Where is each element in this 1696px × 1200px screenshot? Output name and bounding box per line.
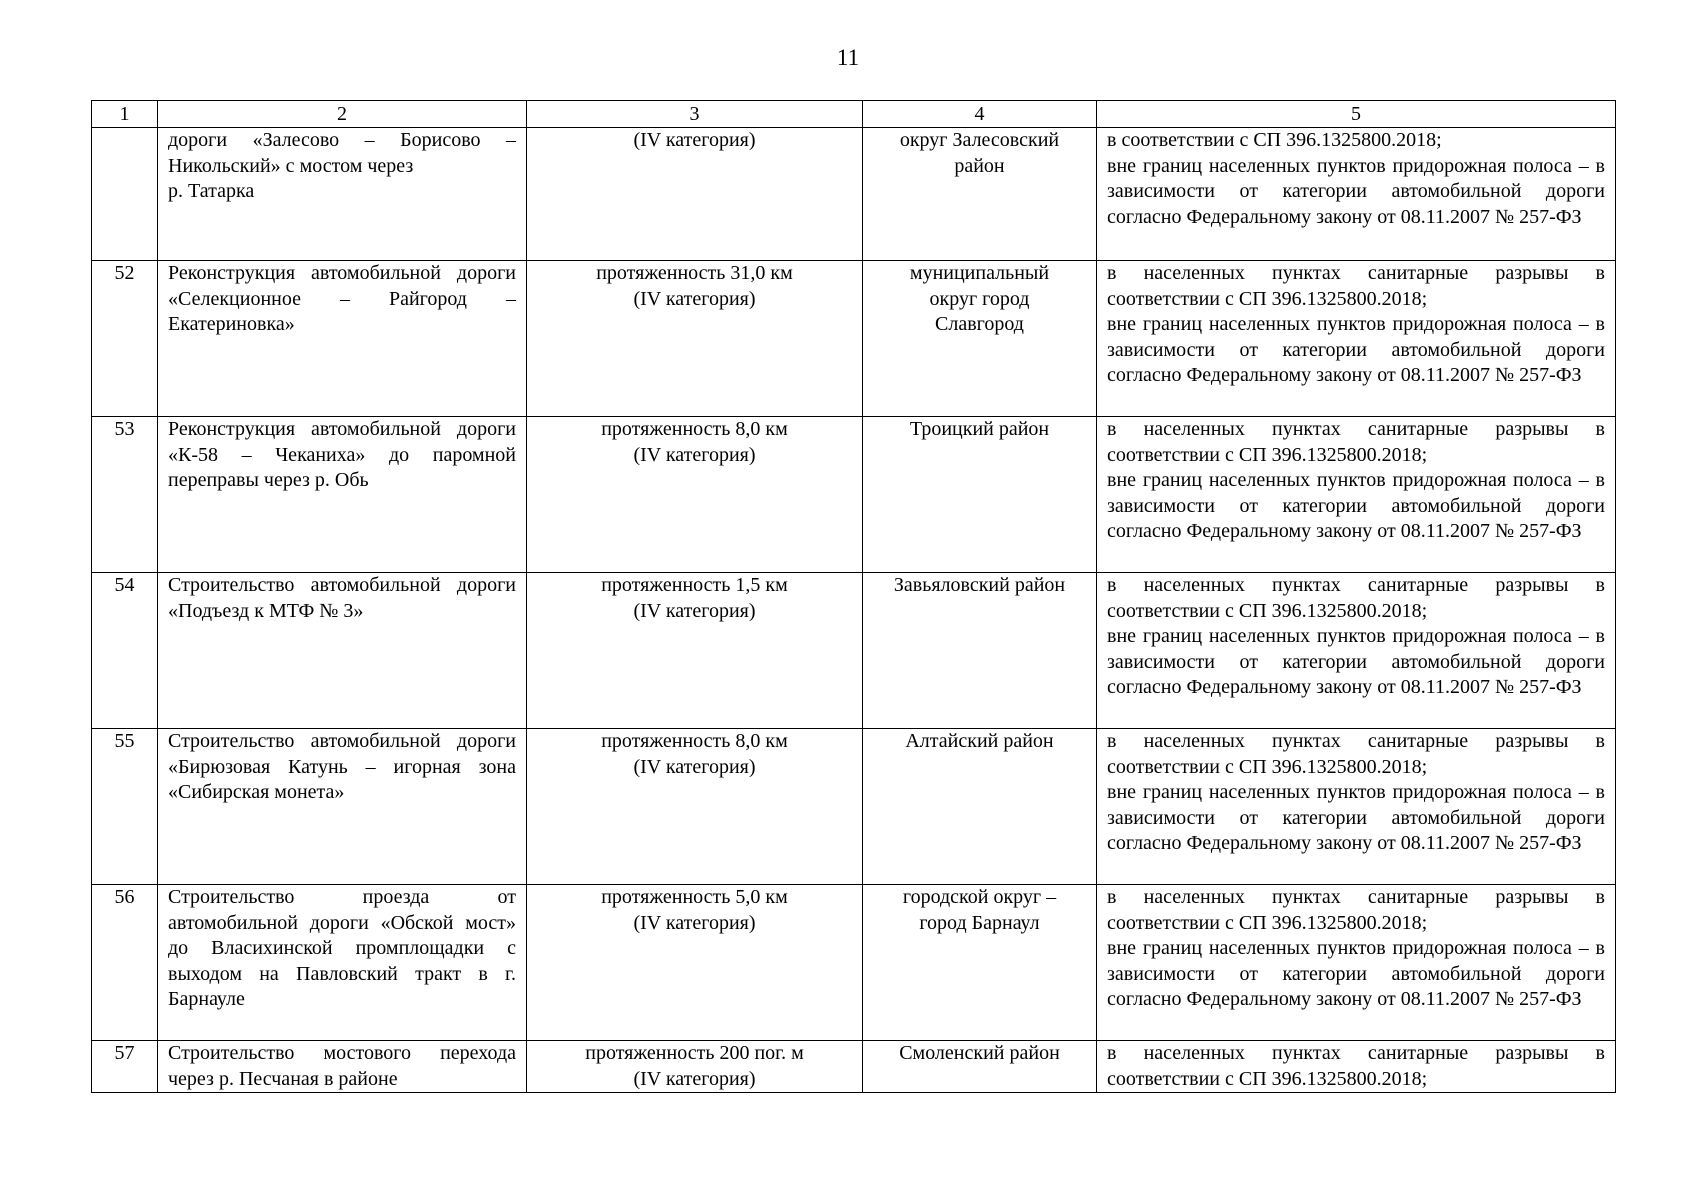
table-row [92, 261, 1616, 417]
object-location: муниципальный округ город Славгород [863, 261, 1097, 417]
object-location: Завьяловский район [863, 573, 1097, 729]
table-row [92, 417, 1616, 573]
table-row [92, 128, 1616, 261]
object-location: Алтайский район [863, 729, 1097, 885]
object-specs: (IV категория) [527, 128, 863, 261]
table-row [92, 885, 1616, 1041]
object-zones: в населенных пунктах санитарные разрывы в соответствии с СП 396.1325800.2018; вне границ населенных пунктов придорожная полоса – в зависимости от категории автомобильной дороги согласно Федеральному закону от 08.11.2007 № 257-ФЗ [1097, 729, 1616, 885]
object-specs: протяженность 31,0 км (IV категория) [527, 261, 863, 417]
row-number: 57 [92, 1041, 158, 1093]
object-specs: протяженность 5,0 км (IV категория) [527, 885, 863, 1041]
column-header-3: 3 [527, 101, 863, 128]
object-name: Реконструкция автомобильной дороги «Селекционное – Райгород – Екатериновка» [158, 261, 527, 417]
object-zones: в населенных пунктах санитарные разрывы в соответствии с СП 396.1325800.2018; вне границ населенных пунктов придорожная полоса – в зависимости от категории автомобильной дороги согласно Федеральному закону от 08.11.2007 № 257-ФЗ [1097, 885, 1616, 1041]
object-name: Строительство проезда от автомобильной дороги «Обской мост» до Власихинской промплощадки с выходом на Павловский тракт в г. Барнауле [158, 885, 527, 1041]
object-specs: протяженность 8,0 км (IV категория) [527, 417, 863, 573]
table-row [92, 729, 1616, 885]
object-name: Реконструкция автомобильной дороги «К-58 – Чеканиха» до паромной переправы через р. Обь [158, 417, 527, 573]
row-number [92, 128, 158, 261]
row-number: 53 [92, 417, 158, 573]
table-row [92, 573, 1616, 729]
object-location: Троицкий район [863, 417, 1097, 573]
column-header-4: 4 [863, 101, 1097, 128]
table-header-row [92, 101, 1616, 128]
page-number: 11 [836, 45, 860, 70]
object-name: Строительство автомобильной дороги «Подъезд к МТФ № 3» [158, 573, 527, 729]
object-zones: в населенных пунктах санитарные разрывы в соответствии с СП 396.1325800.2018; [1097, 1041, 1616, 1093]
object-specs: протяженность 8,0 км (IV категория) [527, 729, 863, 885]
object-name: Строительство автомобильной дороги «Бирюзовая Катунь – игорная зона «Сибирская монета» [158, 729, 527, 885]
row-number: 52 [92, 261, 158, 417]
table-row [92, 1041, 1616, 1093]
object-specs: протяженность 1,5 км (IV категория) [527, 573, 863, 729]
objects-table [91, 100, 1616, 1093]
object-zones: в населенных пунктах санитарные разрывы в соответствии с СП 396.1325800.2018; вне границ населенных пунктов придорожная полоса – в зависимости от категории автомобильной дороги согласно Федеральному закону от 08.11.2007 № 257-ФЗ [1097, 573, 1616, 729]
row-number: 55 [92, 729, 158, 885]
object-name: дороги «Залесово – Борисово – Никольский» с мостом через р. Татарка [158, 128, 527, 261]
object-specs: протяженность 200 пог. м (IV категория) [527, 1041, 863, 1093]
object-zones: в населенных пунктах санитарные разрывы в соответствии с СП 396.1325800.2018; вне границ населенных пунктов придорожная полоса – в зависимости от категории автомобильной дороги согласно Федеральному закону от 08.11.2007 № 257-ФЗ [1097, 261, 1616, 417]
object-zones: в соответствии с СП 396.1325800.2018; вне границ населенных пунктов придорожная полоса – в зависимости от категории автомобильной дороги согласно Федеральному закону от 08.11.2007 № 257-ФЗ [1097, 128, 1616, 261]
object-location: городской округ – город Барнаул [863, 885, 1097, 1041]
row-number: 54 [92, 573, 158, 729]
object-name: Строительство мостового перехода через р. Песчаная в районе [158, 1041, 527, 1093]
object-location: Смоленский район [863, 1041, 1097, 1093]
object-location: округ Залесовский район [863, 128, 1097, 261]
row-number: 56 [92, 885, 158, 1041]
column-header-5: 5 [1097, 101, 1616, 128]
object-zones: в населенных пунктах санитарные разрывы в соответствии с СП 396.1325800.2018; вне границ населенных пунктов придорожная полоса – в зависимости от категории автомобильной дороги согласно Федеральному закону от 08.11.2007 № 257-ФЗ [1097, 417, 1616, 573]
column-header-1: 1 [92, 101, 158, 128]
column-header-2: 2 [158, 101, 527, 128]
